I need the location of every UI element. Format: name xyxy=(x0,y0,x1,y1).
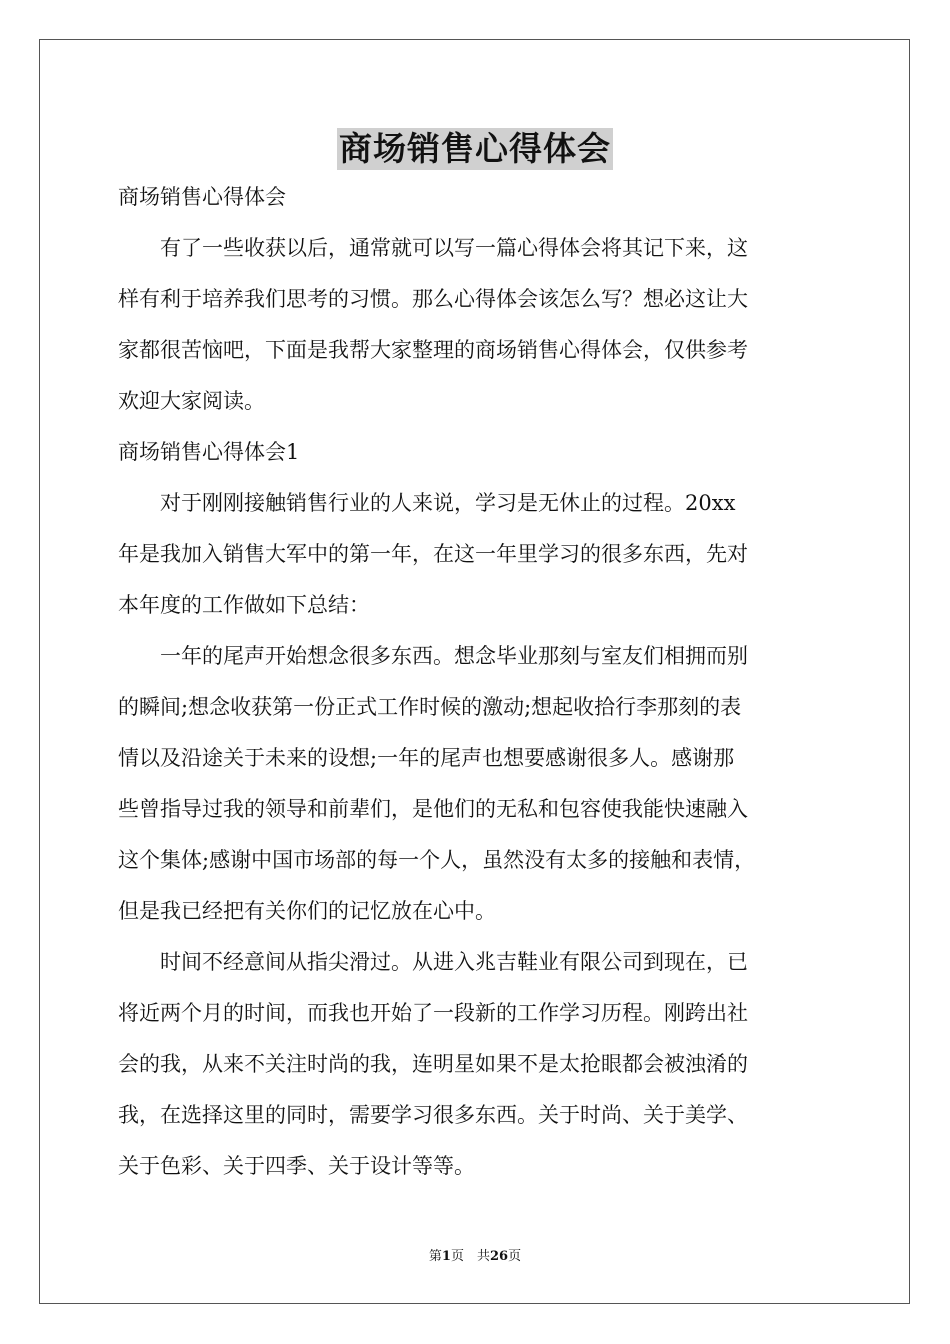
paragraph-line: 对于刚刚接触销售行业的人来说，学习是无休止的过程。20xx xyxy=(118,491,736,515)
paragraph-line: 有了一些收获以后，通常就可以写一篇心得体会将其记下来，这 xyxy=(118,236,748,260)
footer-suffix: 页 xyxy=(508,1249,522,1264)
footer-prefix: 第 xyxy=(428,1249,442,1264)
footer-page-current: 1 xyxy=(441,1249,451,1264)
footer-page-total: 26 xyxy=(489,1249,509,1264)
document-title: 商场销售心得体会 xyxy=(339,129,611,168)
paragraph-line: 家都很苦恼吧，下面是我帮大家整理的商场销售心得体会，仅供参考 xyxy=(118,338,748,362)
paragraph-line: 本年度的工作做如下总结： xyxy=(118,593,370,617)
paragraph-line: 欢迎大家阅读。 xyxy=(118,389,265,413)
paragraph-line: 年是我加入销售大军中的第一年，在这一年里学习的很多东西，先对 xyxy=(118,542,748,566)
footer-mid: 页 共 xyxy=(450,1249,490,1264)
paragraph-line: 关于色彩、关于四季、关于设计等等。 xyxy=(118,1154,475,1178)
paragraph-line: 样有利于培养我们思考的习惯。那么心得体会该怎么写？想必这让大 xyxy=(118,287,748,311)
paragraph-line: 会的我，从来不关注时尚的我，连明星如果不是太抢眼都会被浊淆的 xyxy=(118,1052,748,1076)
paragraph-line: 但是我已经把有关你们的记忆放在心中。 xyxy=(118,899,496,923)
paragraph-line: 情以及沿途关于未来的设想;一年的尾声也想要感谢很多人。感谢那 xyxy=(118,746,735,770)
paragraph-line: 一年的尾声开始想念很多东西。想念毕业那刻与室友们相拥而别 xyxy=(118,644,748,668)
paragraph-line: 这个集体;感谢中国市场部的每一个人，虽然没有太多的接触和表情， xyxy=(118,848,756,872)
paragraph-line: 的瞬间;想念收获第一份正式工作时候的激动;想起收拾行李那刻的表 xyxy=(118,695,742,719)
paragraph-line: 将近两个月的时间，而我也开始了一段新的工作学习历程。刚跨出社 xyxy=(118,1001,748,1025)
paragraph-line: 时间不经意间从指尖滑过。从进入兆吉鞋业有限公司到现在，已 xyxy=(118,950,748,974)
paragraph-line: 我，在选择这里的同时，需要学习很多东西。关于时尚、关于美学、 xyxy=(118,1103,748,1127)
section-heading: 商场销售心得体会1 xyxy=(118,440,300,464)
page-footer xyxy=(0,1245,950,1264)
paragraph-line: 些曾指导过我的领导和前辈们，是他们的无私和包容使我能快速融入 xyxy=(118,797,748,821)
section-heading: 商场销售心得体会 xyxy=(118,185,286,209)
title-container xyxy=(0,128,950,170)
